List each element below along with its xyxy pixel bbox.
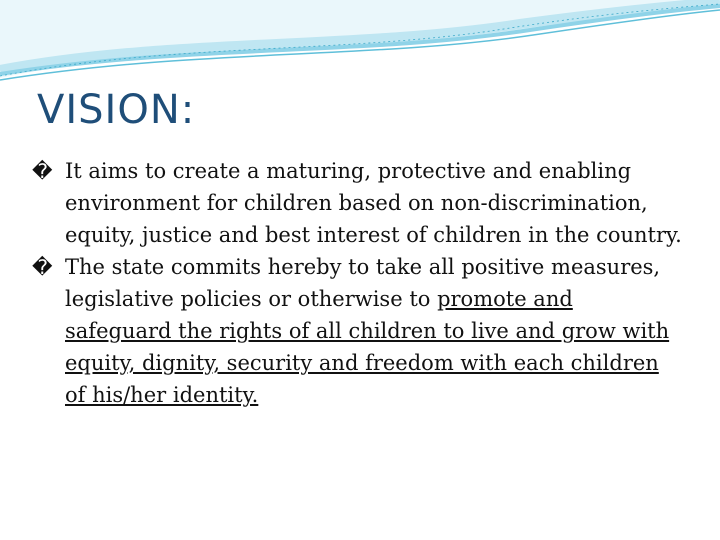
header-wave-decoration [0,0,720,90]
slide-body [32,155,682,411]
paragraph-text: It aims to create a maturing, protective and enabling environment for children based on non-discrimination, equity, justice and best interest of children in the country. [65,159,682,247]
bullet-icon: � [32,255,53,279]
slide-title: VISION: [37,87,196,133]
bullet-icon: � [32,159,53,183]
underlined-text: promote and safeguard the rights of all children to live and grow with equity, dignity, security and freedom with each children of his/her identity. [65,287,670,407]
vision-paragraph-2 [32,251,682,411]
paragraph-text: The state commits hereby to take all positive measures, legislative policies or otherwise to [65,255,661,311]
vision-paragraph-1 [32,155,682,251]
